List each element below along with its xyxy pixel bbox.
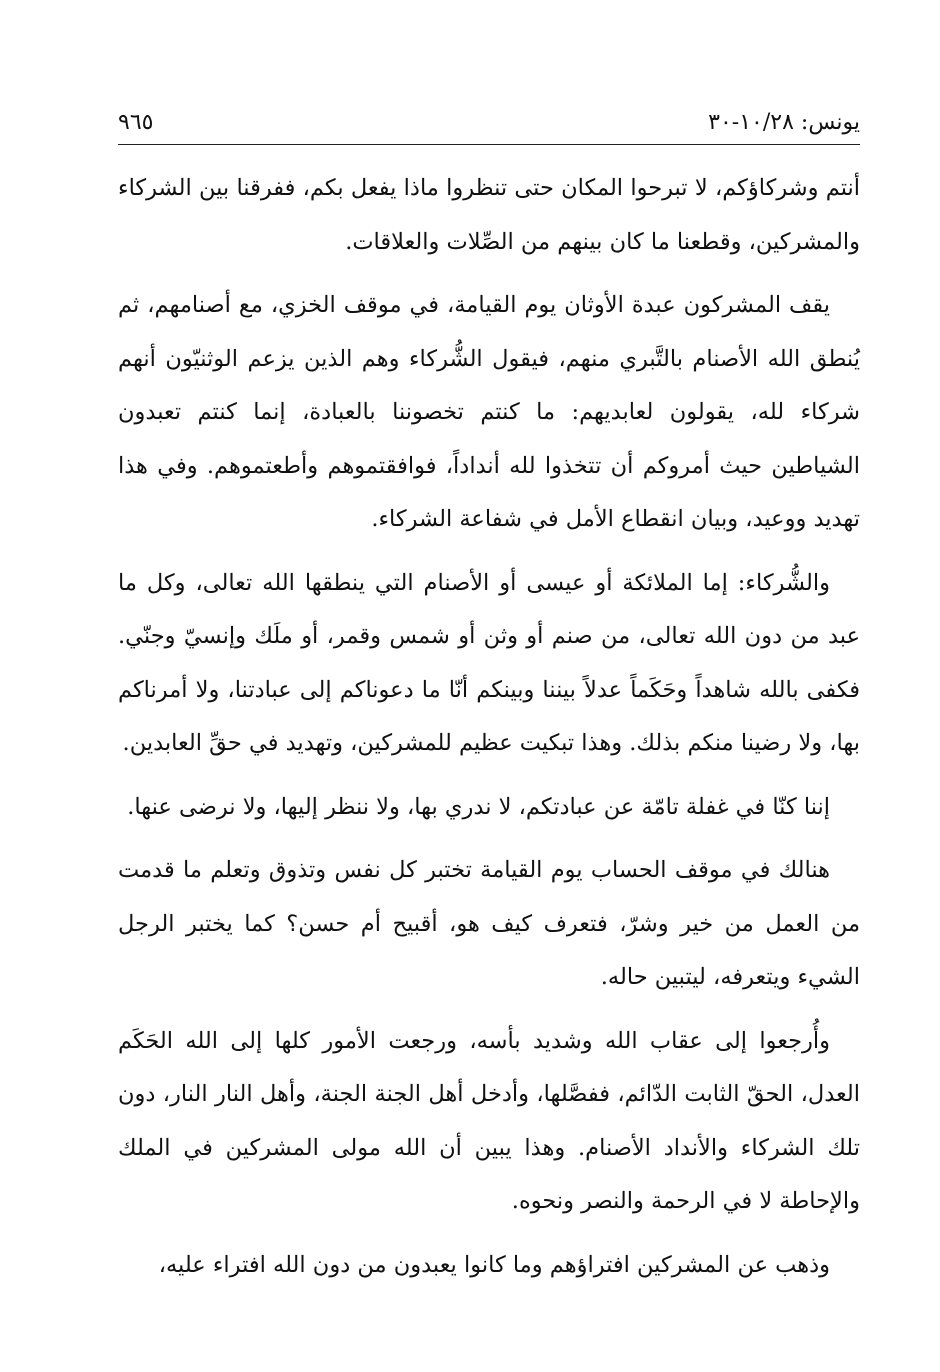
- paragraph: وأُرجعوا إلى عقاب الله وشديد بأسه، ورجعت الأمور كلها إلى الله الحَكَم العدل، الحقّ الثابت الدّائم، ففصَّلها، وأدخل أهل الجنة الجنة، وأهل النار النار، دون تلك الشركاء والأنداد الأصنام. وهذا يبين أن الله مولى المشركين في الملك والإحاطة لا في الرحمة والنصر ونحوه.: [118, 1027, 860, 1214]
- paragraph: هنالك في موقف الحساب يوم القيامة تختبر كل نفس وتذوق وتعلم ما قدمت من العمل من خير وشرّ، فتعرف كيف هو، أقبيح أم حسن؟ كما يختبر الرجل الشيء ويتعرفه، ليتبين حاله.: [118, 857, 860, 990]
- paragraph: والشُّركاء: إما الملائكة أو عيسى أو الأصنام التي ينطقها الله تعالى، وكل ما عبد من دون الله تعالى، من صنم أو وثن أو شمس وقمر، أو ملَك وإنسيّ وجنّي. فكفى بالله شاهداً وحَكَماً عدلاً بيننا وبينكم أنّا ما دعوناكم إلى عبادتنا، ولا أمرناكم بها، ولا رضينا منكم بذلك. وهذا تبكيت عظيم للمشركين، وتهديد في حقِّ العابدين.: [118, 569, 860, 756]
- paragraph: إننا كنّا في غفلة تامّة عن عبادتكم، لا ندري بها، ولا ننظر إليها، ولا نرضى عنها.: [127, 793, 830, 820]
- paragraph: وذهب عن المشركين افتراؤهم وما كانوا يعبدون من دون الله افتراء عليه،: [158, 1251, 830, 1278]
- page-number: ٩٦٥: [118, 110, 154, 135]
- page-body: [118, 162, 860, 1292]
- paragraph: أنتم وشركاؤكم، لا تبرحوا المكان حتى تنظروا ماذا يفعل بكم، ففرقنا بين الشركاء والمشركين، وقطعنا ما كان بينهم من الصِّلات والعلاقات.: [118, 175, 860, 255]
- running-header: [118, 98, 860, 134]
- header-divider: [118, 144, 860, 145]
- chapter-reference: يونس: ١٠/٢٨-٣٠: [708, 110, 860, 135]
- paragraph: يقف المشركون عبدة الأوثان يوم القيامة، في موقف الخزي، مع أصنامهم، ثم يُنطق الله الأصنام بالتَّبري منهم، فيقول الشُّركاء وهم الذين يزعم الوثنيّون أنهم شركاء لله، يقولون لعابديهم: ما كنتم تخصوننا بالعبادة، إنما كنتم تعبدون الشياطين حيث أمروكم أن تتخذوا لله أنداداً، فوافقتموهم وأطعتموهم. وفي هذا تهديد ووعيد، وبيان انقطاع الأمل في شفاعة الشركاء.: [118, 292, 860, 532]
